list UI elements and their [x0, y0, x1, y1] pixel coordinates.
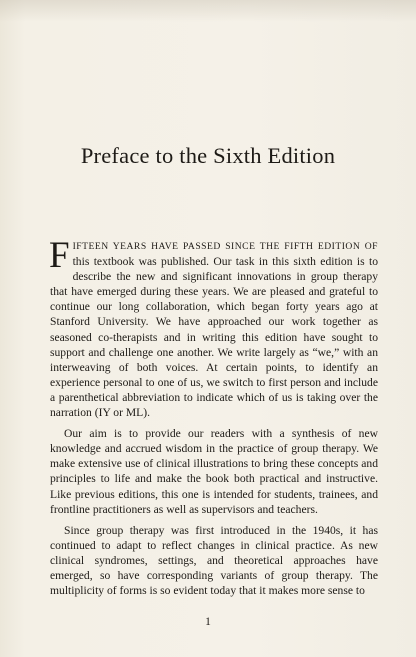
page-number: 1: [205, 616, 211, 628]
small-caps-lead: IFTEEN YEARS HAVE PASSED SINCE THE FIFTH EDITION OF: [72, 241, 378, 252]
paragraph-2: Our aim is to provide our readers with a synthesis of new knowledge and accrued wisdom in the practice of group therapy. We make extensive use of clinical illustrations to bring these concepts and principles to life and make the book both practical and instructive. Like previous editions, this one is intended for students, trainees, and frontline practitioners as well as supervisors and teachers.: [50, 427, 378, 516]
previous-page-bleed: [0, 0, 416, 22]
body-text: [49, 235, 378, 604]
paragraph-1-text: this textbook was published. Our task in this sixth edition is to describe the new and significant innovations in group therapy that have emerged during these years. We are pleased and grateful to continue our long collaboration, which began forty years ago at Stanford University. We have approached our work together as seasoned co-therapists and in writing this edition have sought to support and challenge one another. We write largely as “we,” with an interweaving of both voices. At certain points, to identify an experience personal to one of us, we switch to first person and include a parenthetical abbreviation to indicate which of us is taking over the narration (IY or ML).: [50, 255, 378, 420]
chapter-title: Preface to the Sixth Edition: [80, 143, 336, 168]
paragraph-1: [49, 235, 378, 420]
paragraph-3: Since group therapy was first introduced in the 1940s, it has continued to adapt to reflect changes in clinical practice. As new clinical syndromes, settings, and theoretical approaches have emerged, so have corresponding variants of group therapy. The multiplicity of forms is so evident today that it makes more sense to: [50, 523, 378, 598]
drop-cap: F: [49, 235, 70, 276]
